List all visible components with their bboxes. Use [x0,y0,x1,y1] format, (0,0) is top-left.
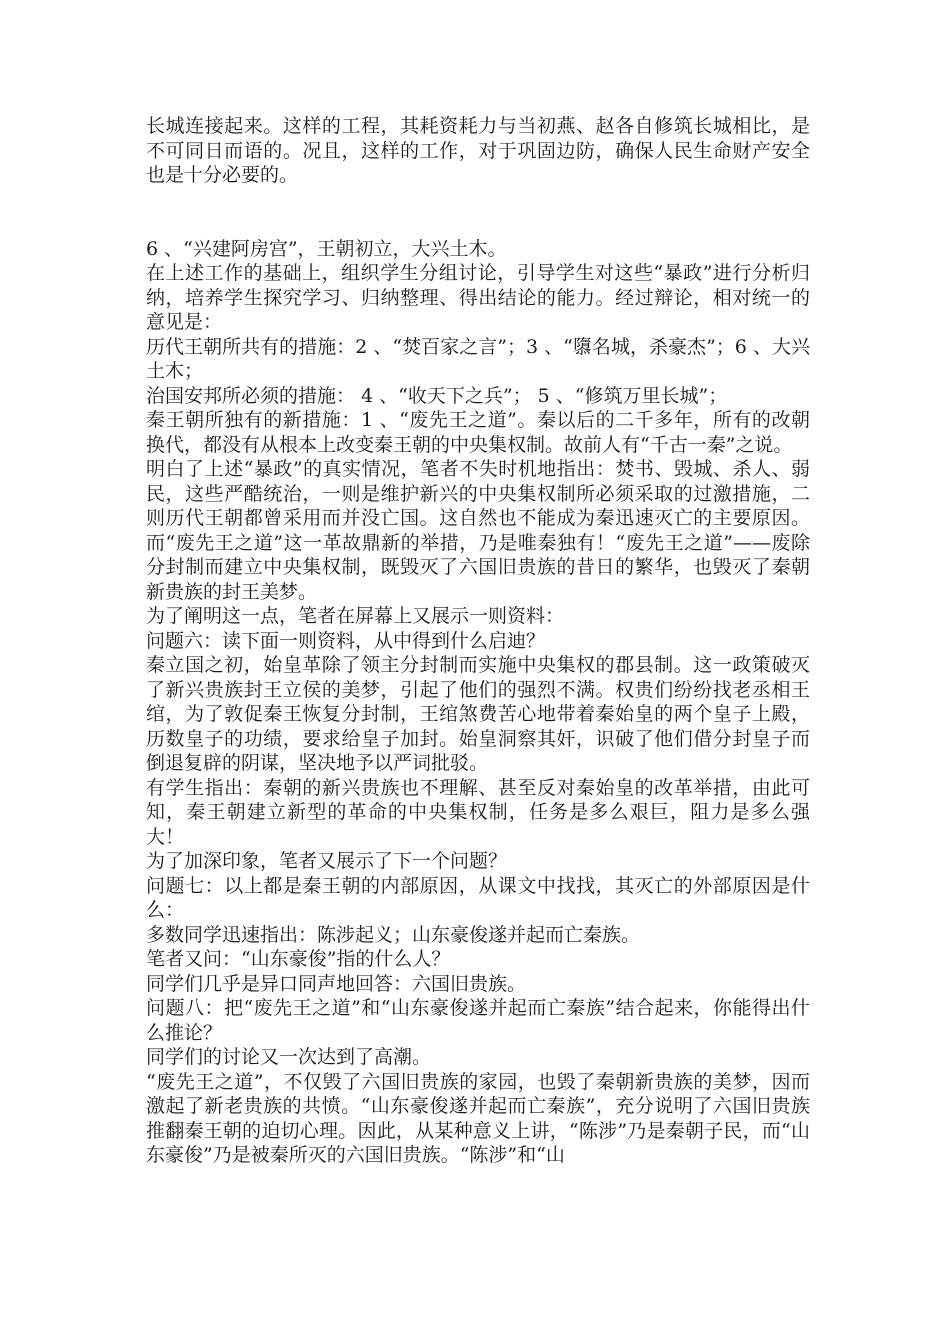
body-paragraph: 历代王朝所共有的措施：2 、“焚百家之言”；3 、“隳名城，杀豪杰”；6 、大兴土木； [146,335,810,382]
section-heading: 6 、“兴建阿房宫”，王朝初立，大兴土木。 [146,237,507,260]
body-paragraph: 治国安邦所必须的措施： 4 、“收天下之兵”； 5 、“修筑万里长城”； [146,384,728,407]
intro-paragraph: 长城连接起来。这样的工程，其耗资耗力与当初燕、赵各自修筑长城相比，是不可同日而语的。况且，这样的工作，对于巩固边防，确保人民生命财产安全也是十分必要的。 [146,115,810,186]
question-paragraph: 问题八：把“废先王之道”和“山东豪俊遂并起而亡秦族”结合起来，你能得出什么推论？ [146,997,810,1044]
body-paragraph: 为了阐明这一点，笔者在屏幕上又展示一则资料： [146,605,565,627]
body-paragraph: 秦立国之初，始皇革除了领主分封制而实施中央集权的郡县制。这一政策破灭了新兴贵族封王立侯的美梦，引起了他们的强烈不满。权贵们纷纷找老丞相王绾，为了敦促秦王恢复分封制，王绾煞费苦心地带着秦始皇的两个皇子上殿，历数皇子的功绩，要求给皇子加封。始皇洞察其奸，识破了他们借分封皇子而倒退复辟的阴谋，坚决地予以严词批驳。 [146,654,810,774]
body-paragraph: 明白了上述“暴政”的真实情况，笔者不失时机地指出：焚书、毁城、杀人、弱民，这些严酷统治，一则是维护新兴的中央集权制所必须采取的过激措施，二则历代王朝都曾采用而并没亡国。这自然也不能成为秦迅速灭亡的主要原因。而“废先王之道”这一革故鼎新的举措，乃是唯秦独有！“废先王之道”——废除分封制而建立中央集权制，既毁灭了六国旧贵族的昔日的繁华，也毁灭了秦朝新贵族的封王美梦。 [146,458,810,603]
body-paragraph: 在上述工作的基础上，组织学生分组讨论，引导学生对这些“暴政”进行分析归纳，培养学生探究学习、归纳整理、得出结论的能力。经过辩论，相对统一的意见是： [146,262,810,333]
body-paragraph: 多数同学迅速指出：陈涉起义；山东豪俊遂并起而亡秦族。 [146,923,641,946]
document-body [146,114,810,1168]
body-paragraph: “废先王之道”，不仅毁了六国旧贵族的家园，也毁了秦朝新贵族的美梦，因而激起了新老贵族的共愤。“山东豪俊遂并起而亡秦族”，充分说明了六国旧贵族推翻秦王朝的迫切心理。因此，从某种意义上讲，“陈涉”乃是秦朝子民，而“山东豪俊”乃是被秦所灭的六国旧贵族。“陈涉”和“山 [146,1070,810,1166]
body-paragraph: 有学生指出：秦朝的新兴贵族也不理解、甚至反对秦始皇的改革举措，由此可知，秦王朝建立新型的革命的中央集权制，任务是多么艰巨，阻力是多么强大！ [146,776,810,848]
body-paragraph: 笔者又问：“山东豪俊”指的什么人？ [146,948,451,970]
body-paragraph: 为了加深印象，笔者又展示了下一个问题？ [146,850,508,872]
body-paragraph: 同学们的讨论又一次达到了高潮。 [146,1046,432,1068]
question-paragraph: 问题七：以上都是秦王朝的内部原因，从课文中找找，其灭亡的外部原因是什么： [146,874,810,921]
body-paragraph: 同学们几乎是异口同声地回答：六国旧贵族。 [146,972,527,995]
paragraph-gap [146,188,810,237]
question-paragraph: 问题六：读下面一则资料，从中得到什么启迪？ [146,629,546,652]
body-paragraph: 秦王朝所独有的新措施：1 、“废先王之道”。秦以后的二千多年，所有的改朝换代，都没有从根本上改变秦王朝的中央集权制。故前人有“千古一秦”之说。 [146,409,810,456]
